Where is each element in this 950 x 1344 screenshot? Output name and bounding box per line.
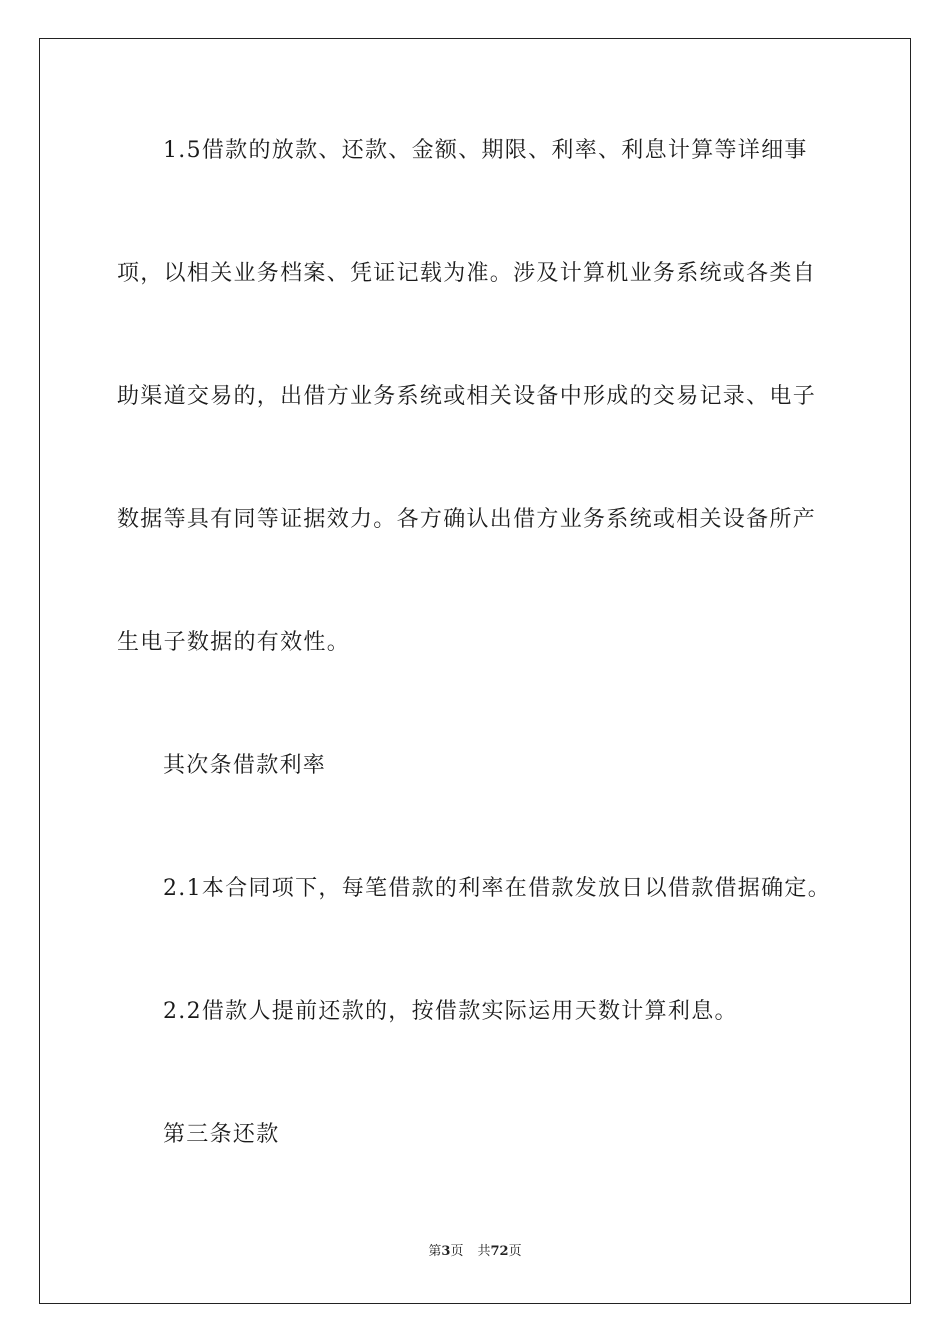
paragraph-1-line-5: 生电子数据的有效性。 (117, 630, 351, 655)
page-border (39, 38, 911, 1304)
page-prefix: 第 (428, 1244, 442, 1259)
page-suffix: 页 (450, 1244, 464, 1259)
page-footer (0, 1243, 950, 1261)
section-heading-interest-rate: 其次条借款利率 (163, 753, 327, 778)
section-heading-repayment: 第三条还款 (163, 1122, 280, 1147)
total-suffix: 页 (508, 1244, 522, 1259)
total-pages: 72 (490, 1244, 509, 1259)
total-prefix: 共 (477, 1244, 491, 1259)
paragraph-1-line-3: 助渠道交易的，出借方业务系统或相关设备中形成的交易记录、电子 (117, 384, 817, 409)
page-number: 3 (441, 1244, 451, 1259)
clause-2-2: 2.2借款人提前还款的，按借款实际运用天数计算利息。 (163, 999, 738, 1024)
paragraph-1-line-1: 1.5借款的放款、还款、金额、期限、利率、利息计算等详细事 (163, 138, 808, 163)
paragraph-1-line-4: 数据等具有同等证据效力。各方确认出借方业务系统或相关设备所产 (117, 507, 817, 532)
paragraph-1-line-2: 项，以相关业务档案、凭证记载为准。涉及计算机业务系统或各类自 (117, 261, 817, 286)
clause-2-1: 2.1本合同项下，每笔借款的利率在借款发放日以借款借据确定。 (163, 876, 831, 901)
